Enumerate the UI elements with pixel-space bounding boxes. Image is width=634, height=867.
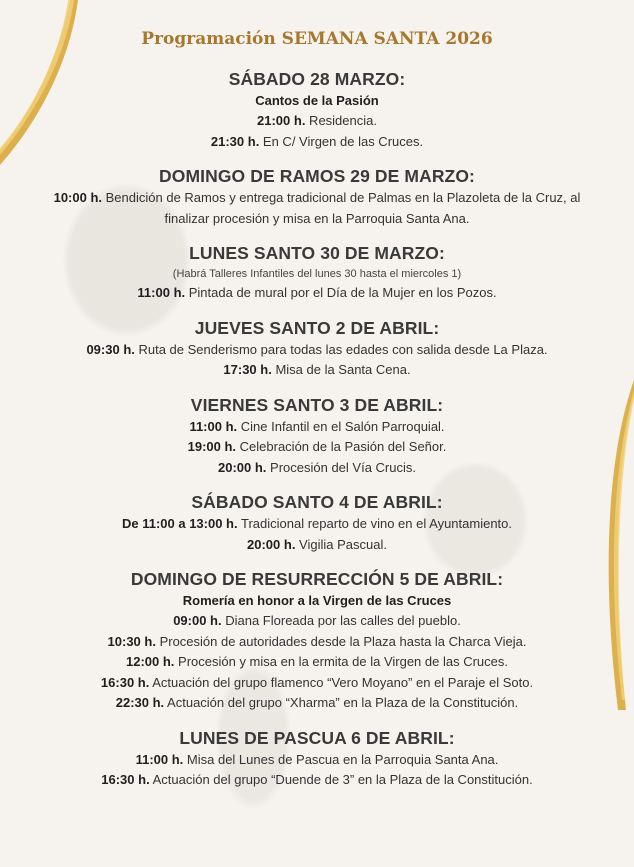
event-time: 16:30 h. bbox=[101, 772, 150, 787]
event-line bbox=[0, 770, 634, 791]
page-title: Programación SEMANA SANTA 2026 bbox=[141, 29, 493, 49]
event-description: Misa del Lunes de Pascua en la Parroquia Santa Ana. bbox=[183, 751, 499, 767]
event-time: 10:30 h. bbox=[107, 633, 156, 649]
day-heading: DOMINGO DE RAMOS 29 DE MARZO: bbox=[159, 166, 475, 186]
event-line bbox=[0, 611, 634, 632]
day-section bbox=[0, 727, 634, 791]
event-time: 19:00 h. bbox=[187, 439, 237, 454]
event-line bbox=[0, 188, 634, 229]
event-description: Vigilia Pascual. bbox=[295, 536, 387, 552]
event-line bbox=[0, 111, 634, 132]
schedule-content bbox=[0, 28, 634, 804]
event-description: Procesión del Vía Crucis. bbox=[266, 459, 416, 475]
day-heading: VIERNES SANTO 3 DE ABRIL: bbox=[190, 394, 444, 415]
day-heading: DOMINGO DE RESURRECCIÓN 5 DE ABRIL: bbox=[130, 569, 504, 589]
event-time: 21:30 h. bbox=[210, 133, 260, 149]
day-section bbox=[0, 317, 634, 381]
event-description: Residencia. bbox=[305, 113, 377, 128]
day-subtitle: Romería en honor a la Virgen de las Cruces bbox=[182, 593, 452, 608]
day-section bbox=[0, 491, 634, 555]
event-line bbox=[0, 458, 634, 479]
event-line bbox=[0, 360, 634, 381]
event-line bbox=[0, 417, 634, 438]
event-time: 11:00 h. bbox=[189, 418, 238, 434]
event-time: 20:00 h. bbox=[247, 536, 296, 552]
day-section bbox=[0, 165, 634, 229]
day-section bbox=[0, 568, 634, 714]
event-line bbox=[0, 632, 634, 653]
event-time: 11:00 h. bbox=[137, 285, 186, 300]
event-description: Misa de la Santa Cena. bbox=[271, 362, 411, 377]
day-note: (Habrá Talleres Infantiles del lunes 30 hasta el miercoles 1) bbox=[172, 268, 462, 280]
event-line bbox=[0, 535, 634, 556]
day-section bbox=[0, 394, 634, 479]
event-line bbox=[0, 283, 634, 304]
event-description: Actuación del grupo “Xharma” en la Plaza de la Constitución. bbox=[164, 695, 519, 710]
event-description: Celebración de la Pasión del Señor. bbox=[236, 439, 447, 454]
day-heading: LUNES SANTO 30 DE MARZO: bbox=[189, 243, 445, 263]
event-time: 10:00 h. bbox=[53, 190, 103, 205]
event-description: En C/ Virgen de las Cruces. bbox=[259, 133, 424, 149]
day-heading: SÁBADO SANTO 4 DE ABRIL: bbox=[191, 492, 443, 512]
day-subtitle: Cantos de la Pasión bbox=[255, 93, 379, 108]
event-time: 16:30 h. bbox=[100, 674, 150, 690]
event-description: Procesión de autoridades desde la Plaza hasta la Charca Vieja. bbox=[155, 633, 527, 649]
event-time: 22:30 h. bbox=[115, 695, 165, 710]
event-time: 09:30 h. bbox=[86, 341, 135, 357]
event-description: Actuación del grupo flamenco “Vero Moyano” en el Paraje el Soto. bbox=[149, 674, 534, 690]
event-description: Actuación del grupo “Duende de 3” en la Plaza de la Constitución. bbox=[149, 772, 533, 787]
event-time: De 11:00 a 13:00 h. bbox=[121, 516, 238, 531]
day-heading: LUNES DE PASCUA 6 DE ABRIL: bbox=[179, 727, 455, 748]
event-time: 21:00 h. bbox=[257, 113, 306, 128]
event-line bbox=[0, 652, 634, 673]
event-description: Diana Floreada por las calles del pueblo. bbox=[221, 613, 461, 628]
day-heading: JUEVES SANTO 2 DE ABRIL: bbox=[194, 317, 440, 338]
day-section bbox=[0, 68, 634, 152]
event-time: 09:00 h. bbox=[173, 613, 222, 628]
day-section bbox=[0, 242, 634, 304]
event-description: Procesión y misa en la ermita de la Virgen de las Cruces. bbox=[174, 654, 508, 669]
event-description: Ruta de Senderismo para todas las edades con salida desde La Plaza. bbox=[134, 341, 548, 357]
event-line bbox=[0, 132, 634, 153]
event-description: Tradicional reparto de vino en el Ayuntamiento. bbox=[237, 516, 513, 531]
event-line bbox=[0, 750, 634, 771]
event-time: 12:00 h. bbox=[125, 654, 175, 669]
schedule-sections bbox=[0, 68, 634, 791]
event-line bbox=[0, 437, 634, 458]
day-heading: SÁBADO 28 MARZO: bbox=[228, 69, 406, 89]
event-time: 20:00 h. bbox=[218, 459, 267, 475]
event-line bbox=[0, 693, 634, 714]
event-line bbox=[0, 514, 634, 535]
event-line bbox=[0, 673, 634, 694]
event-description: Bendición de Ramos y entrega tradicional de Palmas en la Plazoleta de la Cruz, al finalizar procesión y misa en la Parroquia Santa Ana. bbox=[102, 190, 581, 226]
event-description: Pintada de mural por el Día de la Mujer en los Pozos. bbox=[185, 285, 497, 300]
event-line bbox=[0, 340, 634, 361]
event-time: 11:00 h. bbox=[135, 751, 184, 767]
event-description: Cine Infantil en el Salón Parroquial. bbox=[237, 418, 445, 434]
event-time: 17:30 h. bbox=[223, 362, 272, 377]
